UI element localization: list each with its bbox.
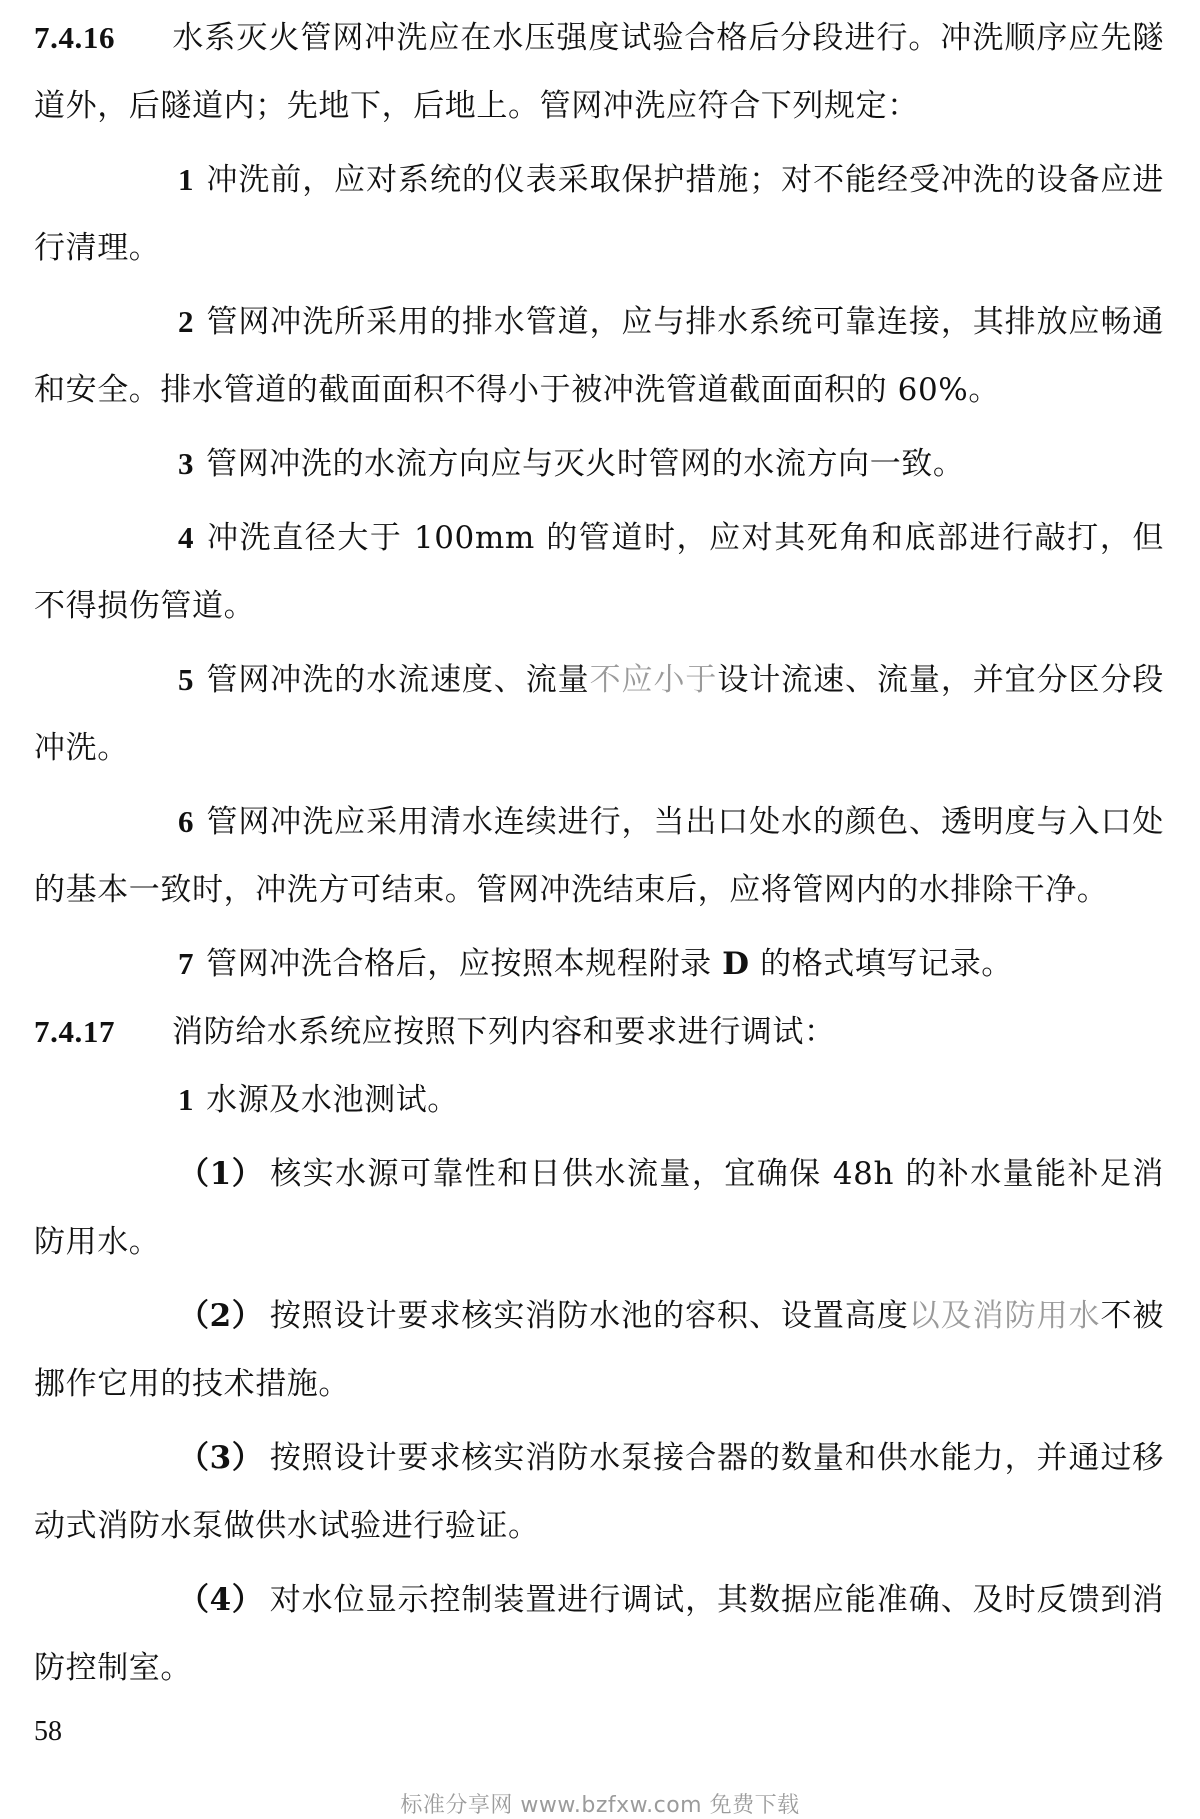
page-number: 58 bbox=[34, 1716, 62, 1747]
list-item bbox=[34, 788, 1164, 924]
item-text: 水源及水池测试。 bbox=[206, 1082, 459, 1118]
sub-item bbox=[34, 1424, 1164, 1560]
item-number: 1 bbox=[178, 162, 195, 197]
list-item bbox=[34, 1066, 1164, 1134]
sub-item-label: （1） bbox=[178, 1156, 264, 1192]
sub-item bbox=[34, 1140, 1164, 1276]
item-text-part: 的格式填写记录。 bbox=[749, 946, 1013, 982]
list-item bbox=[34, 430, 1164, 498]
faded-text: 不应小于 bbox=[589, 662, 718, 698]
clause-7-4-17 bbox=[34, 998, 1164, 1066]
item-text-part: 管网冲洗合格后，应按照本规程附录 bbox=[206, 946, 723, 982]
item-number: 4 bbox=[178, 520, 195, 555]
item-number: 2 bbox=[178, 304, 195, 339]
faded-text: 以及消防用水 bbox=[908, 1298, 1101, 1334]
sub-item-text: 核实水源可靠性和日供水流量，宜确保 48h 的补水量能补足消防用水。 bbox=[34, 1156, 1164, 1260]
clause-text: 水系灭火管网冲洗应在水压强度试验合格后分段进行。冲洗顺序应先隧道外，后隧道内；先地下，后地上。管网冲洗应符合下列规定： bbox=[34, 20, 1164, 124]
sub-item-text-part: 不被挪作它用的技术措施。 bbox=[34, 1298, 1164, 1402]
item-number: 5 bbox=[178, 662, 195, 697]
list-item bbox=[34, 930, 1164, 998]
item-text-part: 设计流速、流量，并宜分区分段冲洗。 bbox=[34, 662, 1164, 766]
item-text: 管网冲洗所采用的排水管道，应与排水系统可靠连接，其排放应畅通和安全。排水管道的截面面积不得小于被冲洗管道截面面积的 60%。 bbox=[34, 304, 1164, 408]
item-text: 冲洗直径大于 100mm 的管道时，应对其死角和底部进行敲打，但不得损伤管道。 bbox=[34, 520, 1164, 624]
sub-item-label: （4） bbox=[178, 1582, 264, 1618]
item-text: 冲洗前，应对系统的仪表采取保护措施；对不能经受冲洗的设备应进行清理。 bbox=[34, 162, 1164, 266]
item-number: 6 bbox=[178, 804, 195, 839]
list-item bbox=[34, 504, 1164, 640]
clause-text: 消防给水系统应按照下列内容和要求进行调试： bbox=[172, 1014, 836, 1050]
clause-number: 7.4.17 bbox=[34, 1014, 116, 1049]
list-item bbox=[34, 288, 1164, 424]
watermark: 标准分享网 www.bzfxw.com 免费下载 bbox=[400, 1793, 800, 1818]
sub-item-text-part: 按照设计要求核实消防水池的容积、设置高度 bbox=[269, 1298, 909, 1334]
appendix-letter: D bbox=[722, 946, 750, 982]
sub-item bbox=[34, 1566, 1164, 1702]
item-text-part: 管网冲洗的水流速度、流量 bbox=[206, 662, 590, 698]
sub-item-label: （3） bbox=[178, 1440, 264, 1476]
item-text: 管网冲洗的水流方向应与灭火时管网的水流方向一致。 bbox=[206, 446, 965, 482]
clause-number: 7.4.16 bbox=[34, 20, 116, 55]
item-number: 1 bbox=[178, 1082, 195, 1117]
item-text: 管网冲洗应采用清水连续进行，当出口处水的颜色、透明度与入口处的基本一致时，冲洗方可结束。管网冲洗结束后，应将管网内的水排除干净。 bbox=[34, 804, 1164, 908]
list-item bbox=[34, 146, 1164, 282]
sub-item-label: （2） bbox=[178, 1298, 264, 1334]
sub-item-text: 对水位显示控制装置进行调试，其数据应能准确、及时反馈到消防控制室。 bbox=[34, 1582, 1164, 1686]
sub-item-text: 按照设计要求核实消防水泵接合器的数量和供水能力，并通过移动式消防水泵做供水试验进行验证。 bbox=[34, 1440, 1164, 1544]
sub-item bbox=[34, 1282, 1164, 1418]
item-number: 7 bbox=[178, 946, 195, 981]
clause-7-4-16 bbox=[34, 4, 1164, 140]
item-number: 3 bbox=[178, 446, 195, 481]
list-item bbox=[34, 646, 1164, 782]
document-body bbox=[34, 4, 1164, 1702]
